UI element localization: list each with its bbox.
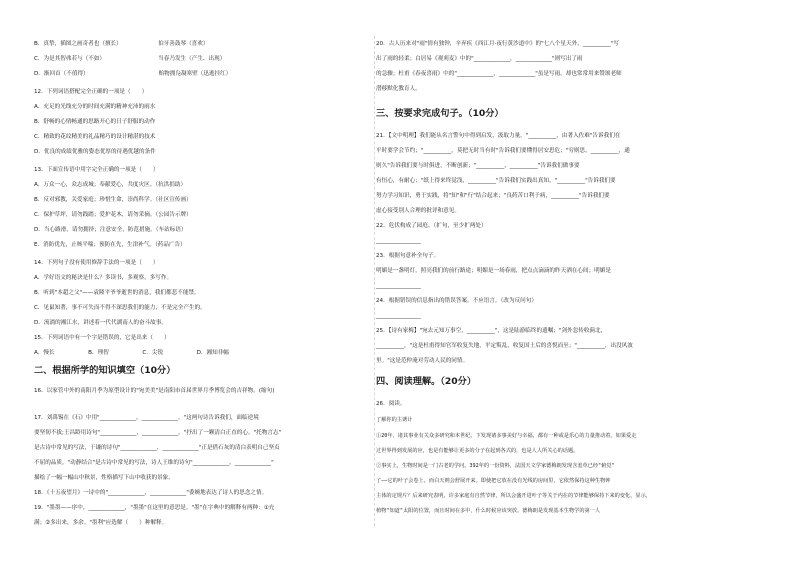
question-line: 不屈的品质。"动静结合"是古诗中常见的写法，诗人王维的诗句"_____________，_____________" [34, 460, 274, 466]
question-line: 18．《十五夜望月》一诗中的"_____________，_____________"委婉地表达了诗人的思念之情。 [34, 490, 268, 496]
question-line: 明媚是一盏明灯，照亮我们的前行路途；明媚是一场春雨，把点点滴滴的昨天洒在心间；明媚是 [376, 268, 611, 274]
question-line: B．真挚，插图之画奇者也（擅长） 伯牙善鼓琴（喜欢） [34, 41, 209, 47]
answer-blank: ________________ [376, 313, 421, 319]
question-line: 23．根据句意补全句子。 [376, 253, 440, 259]
question-line: 12．下列词语搭配完全正确的一项是（ ） [34, 89, 148, 95]
question-line: 21．【文中明理】我们能从名言警句中得到启发，汲取力量。"__________，由著入佐难"告诉我们在 [376, 133, 621, 139]
question-line: D．渐回首（不值得） 贻物拥凫凝寒壁（迅逃挂红） [34, 71, 232, 77]
question-line: 努力学习知识，勇于实践，将"知"和"行"结合起来；"良药苦口利于病，__________"告诉我们要 [376, 193, 610, 199]
question-line: D．流淌的湘江水，讲述着一代代湖南人的奋斗故事。 [34, 320, 167, 326]
question-line: 15．下列词语中有一个字是错误的，它是出来（ ） [34, 335, 170, 341]
question-line: 13．下面宣传语中用字完全正确的一项是（ ） [34, 167, 159, 173]
question-line: 25．【诗有家梅】"宛去元知万事空，__________"，这是陆游临终的遗嘱；"剑外忽传收蓟北， [376, 328, 607, 334]
question-line: C．保护草坪，请勿践踏；爱护花木，请勿采摘。（公园告示牌） [34, 212, 192, 218]
question-line: D．优良的成绩优雅的姿态优厚的待遇优越的条件 [34, 149, 156, 155]
question-line: 出了雨的轻柔；白居易《观刈麦》中的"_____________，_____________"则写出了雨 [376, 56, 583, 62]
passage-line: 植物"知道"太阳的位置，而且时间在多中，什么时候应该突放。德梅朗是发现基本生物学的第一人 [376, 508, 601, 514]
right-column [376, 0, 770, 562]
question-line: 19．"墨墨——序中，_____________，"墨墨"在这里的意思是。"墨"在字典中的解释有两种：①充 [34, 505, 275, 511]
question-line: B．听到"本超之父"——袁隆平爷爷逝世的消息，我们都悲不能禁。 [34, 290, 200, 296]
question-line: 潜移默化教育人。 [376, 86, 421, 92]
question-line: 16．以家管中外的南阳月季为原型设计的"宛美美"是南阳市首届世界月季博览会的吉祥物。(缩句) [34, 388, 275, 394]
column-divider [374, 36, 375, 526]
question-line: 26．阅读。 [376, 401, 406, 407]
question-line: __________，"这是杜甫得知官军收复失地，平定叛乱，收复国土后的喜悦而至；"__________，出没风波 [376, 343, 633, 349]
question-line: 有恒心，有耐心；"纸上得来终觉浅，__________"告诉我们实践出真知。"__________"告诉我们要 [376, 178, 616, 184]
question-line: 14．下列句子没有使用修辞手法的一项是（ ） [34, 260, 159, 266]
question-line: A．充足的光线充分的时间充满的精神充沛的雨水 [34, 104, 156, 110]
answer-blank: ________________ [376, 283, 421, 289]
question-line: C．精致的花纹精美的礼品精巧的设计精湛的技术 [34, 134, 156, 140]
question-line: 22．危伏构成了园庭。（扩句，至少扩两处） [376, 223, 487, 229]
passage-line: 过世界得到发展的应，也是有能够让更多的分子在起到各式的，也是人人所关心的话题。 [376, 448, 579, 454]
passage-line: ②事实上，生物时间是一门古老的学问。392年的一份资料，法国天文学家德梅朗发现含羞草已经"俯觉" [376, 463, 615, 469]
answer-blank: ________________ [376, 238, 421, 244]
left-column [34, 0, 374, 562]
question-line: 的急骤；杜甫《春夜喜雨》中的"_____________，_____________"虽是写雨，却也常常用来赞颂老师 [376, 71, 622, 77]
question-line: C．见鼠知著，事不可失而不得不深思我们的能力，不是完全产生的。 [34, 305, 206, 311]
passage-line: 主体的定规片？后来研究表明，许多家庭有自然节律，所以会盛开进叶子等关于内在的节律能够保持下来的变化，显示， [376, 493, 651, 499]
question-line: 里。"这是范仲淹对劳动人民的同情。 [376, 358, 469, 364]
question-line: 则久"告诉我们要与时俱进，不断创新；"__________，__________"告诉我们做事要 [376, 163, 580, 169]
question-line: E．消防优先，止咳平喘；预防在先，生津补气。（药品广告） [34, 242, 186, 248]
question-line: 平时要学会节约；"__________，莫把无时当有时"告诉我们要懂得居安思危；"穷则思，__________，通 [376, 148, 630, 154]
section-title: 二、根据所学的知识填空（10分） [34, 365, 176, 376]
question-line: 要坚韧不拔;王昌龄用诗句"_____________，_____________。"抒出了一颗清白正直的心。"托物言志" [34, 430, 282, 436]
question-line: 是古诗中常见的写法，于谦的诗句"_____________，_____________"正是借石灰的清白表明自己坚贞 [34, 445, 280, 451]
question-line: 描绘了一幅一幅山中秋景，性格描写下山中收获的景象。 [34, 475, 174, 481]
question-line: A．万众一心，众志成城；奉献爱心，共度灾区。（抗洪捐助） [34, 182, 187, 188]
question-line: B．反对邪教，关爱家庭；珍惜生命，崇尚科学。（社区宣传画） [34, 197, 192, 203]
section-title: 三、按要求完成句子。（10分） [376, 108, 504, 119]
question-line: A．慢长 B．理智 C．尖锐 D．湘知非幅 [34, 350, 229, 356]
question-line: 虚心接受别人合理的批评和意见。 [376, 208, 460, 214]
passage-line: 了——它的叶子会卷上，而白天则会舒展开来。即使把它放在没有光线的房间里，它依然保持这种生物钟 [376, 478, 611, 484]
question-line: 17．刘禹锡在《石》中用"_____________，_____________。"这两句诗告诉我们，面临逆境 [34, 415, 259, 421]
question-line: D．当心路滑，请勿拥挤；注意安全，防范措施。（车站标语） [34, 227, 187, 233]
question-line: B．舒畅的心情畅通的思路开心的日子舒服的动作 [34, 119, 156, 125]
question-line: C．为是其智弗若与（不如） 当春乃发生（产生、出现） [34, 56, 226, 62]
question-line: 20．古人历来对"雨"情有独钟，辛弃疾《西江月·夜行黄沙道中》的"七八个星天外，__________"写 [376, 41, 619, 47]
question-line: 满；②多出来，多余。"墨利"应选解（ ）种解释。 [34, 520, 168, 526]
passage-line: ①20年，诸其事业有关众多研究和本世纪，下发现诸多事美好与幸福，都有一种或是乐心的力量推动着。如果爱走 [376, 433, 637, 439]
section-title: 四、阅读理解。（20分） [376, 376, 477, 387]
question-line: A．学好语文的秘诀是什么？多读书，多观察，多写作。 [34, 275, 173, 281]
passage-title: 了解你的主诱计 [376, 417, 413, 423]
question-line: 24．根据错误的信息指出的错误答案。不应语言。（改为反问句） [376, 298, 537, 304]
